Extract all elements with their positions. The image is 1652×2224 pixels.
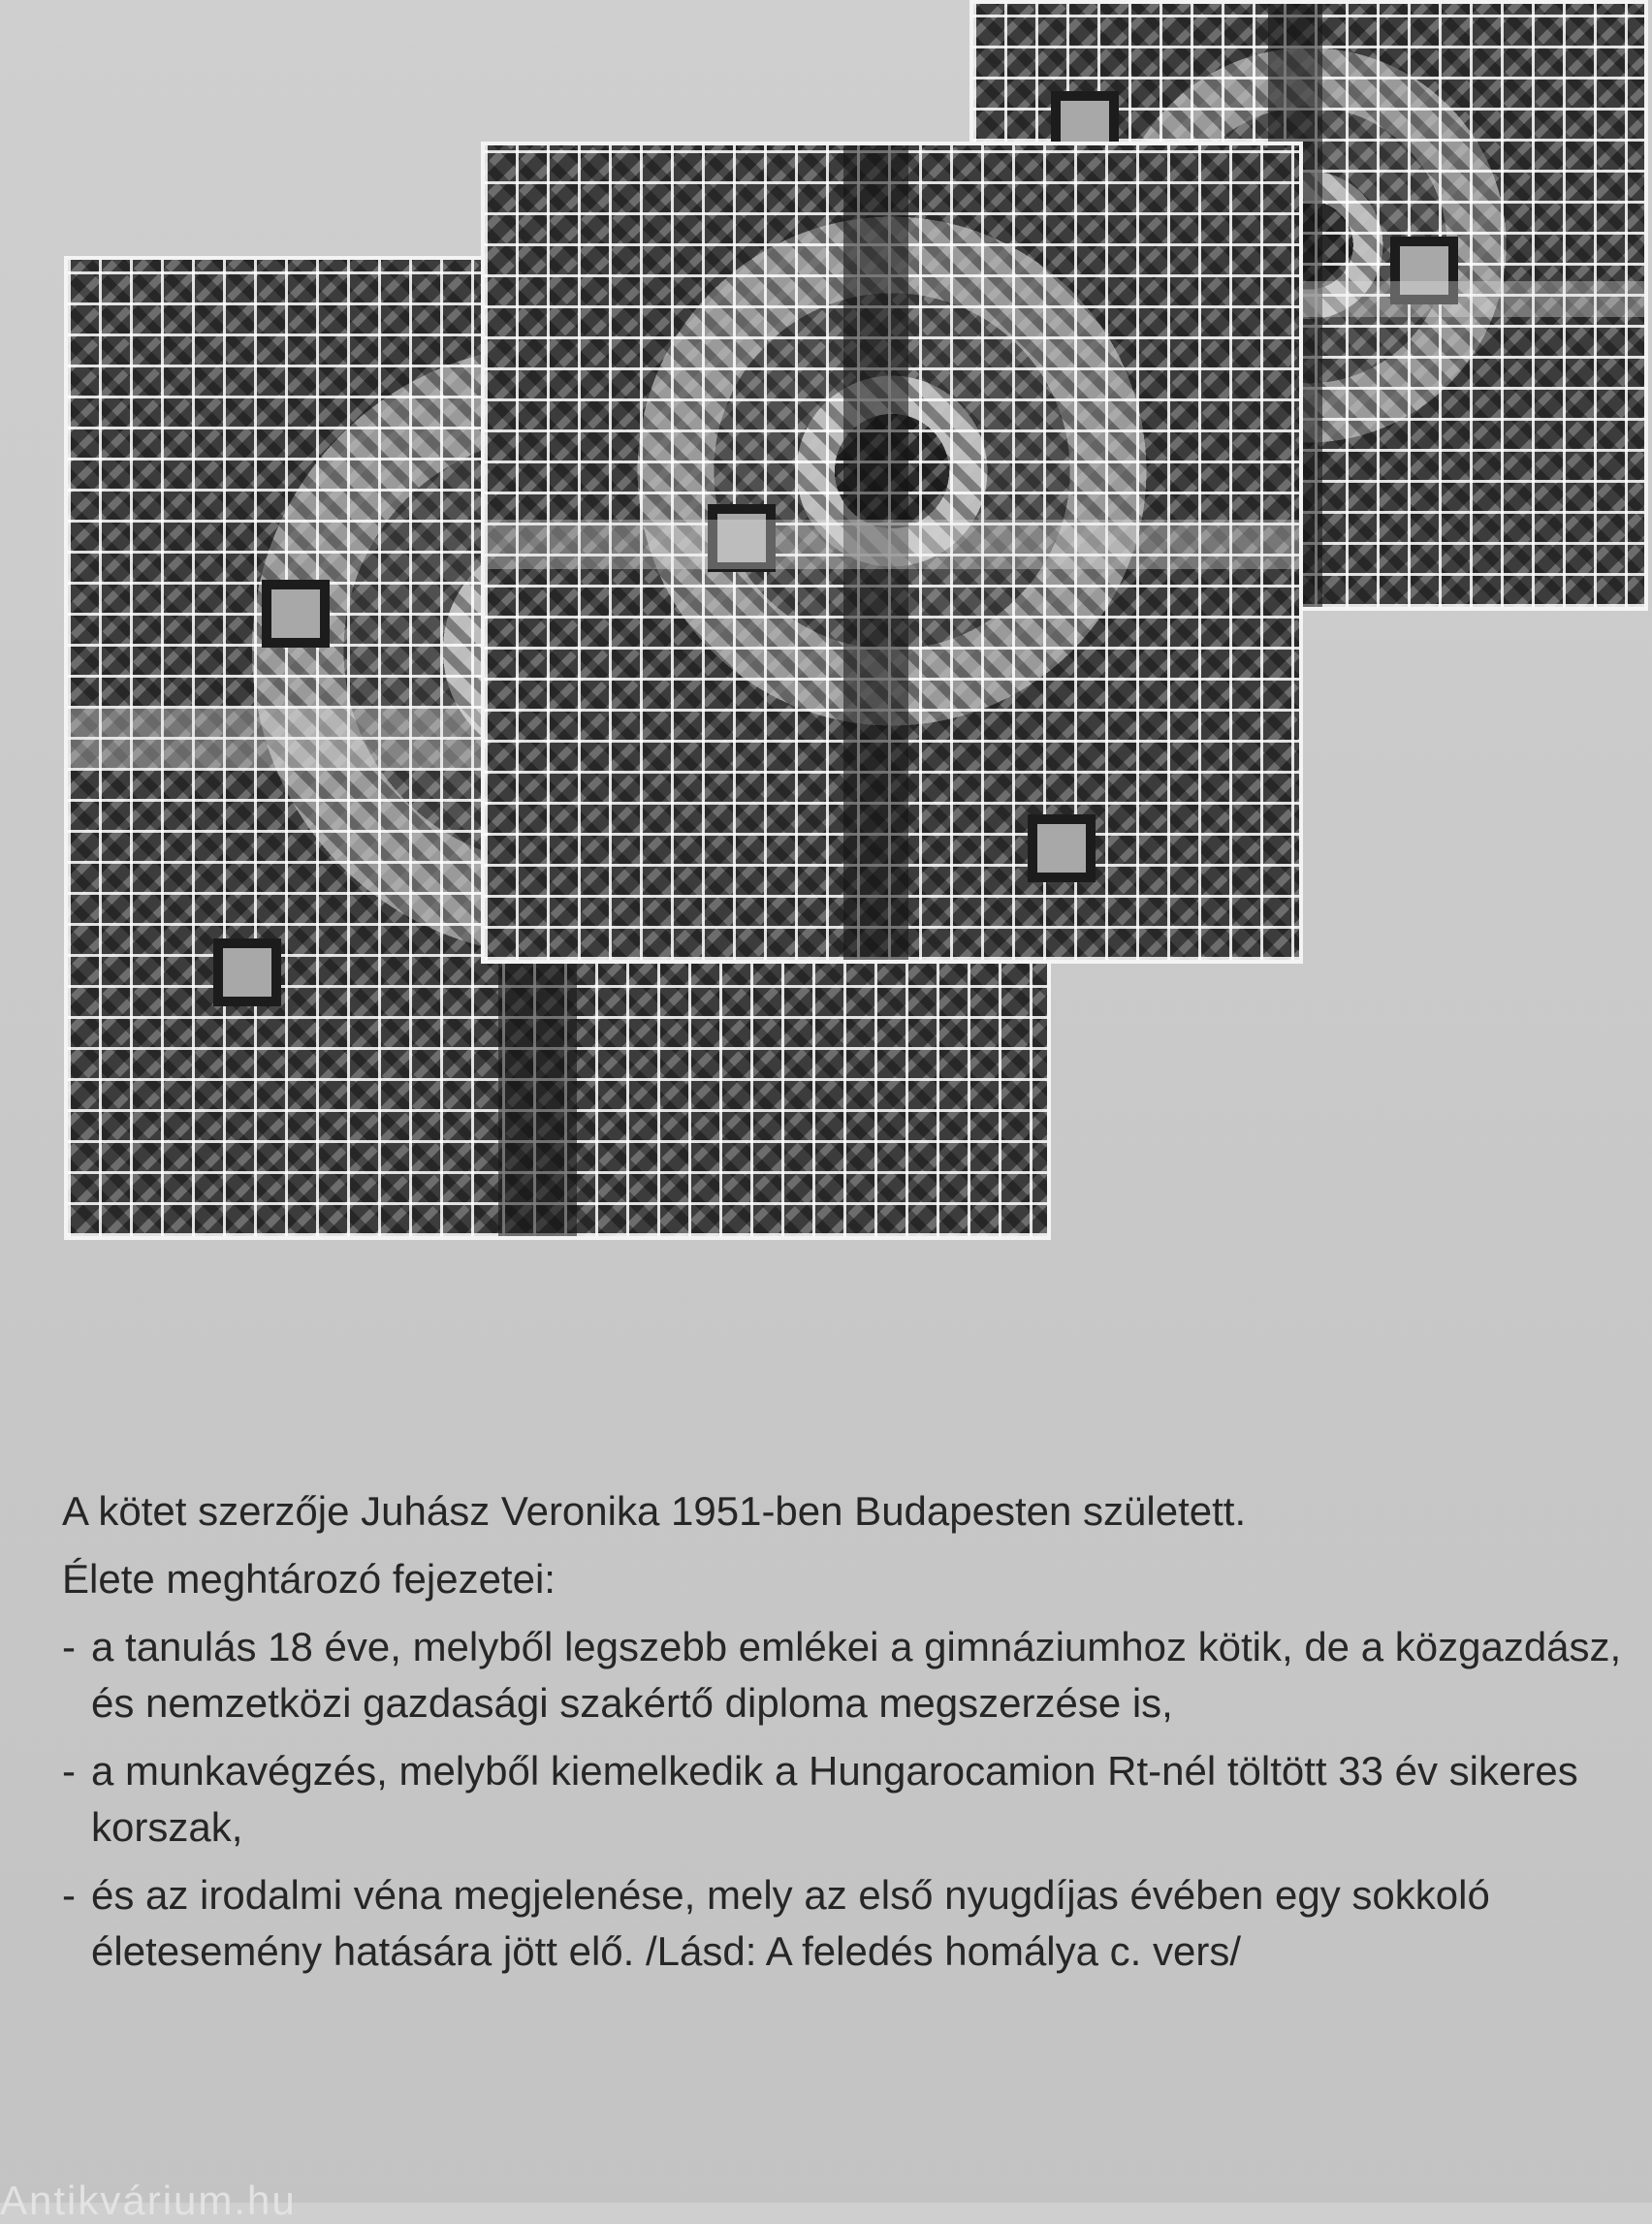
list-dash: -	[62, 1624, 76, 1669]
bio-item-text: és az irodalmi véna megjelenése, mely az első nyugdíjas évében egy sokkoló életesemény hatására jött elő. /Lásd: A feledés homálya c. vers/	[91, 1872, 1490, 1974]
bio-item-text: a munkavégzés, melyből kiemelkedik a Hungarocamion Rt-nél töltött 33 év sikeres korszak,	[91, 1748, 1578, 1850]
bio-intro: A kötet szerzője Juhász Veronika 1951-ben Budapesten született.	[62, 1488, 1247, 1534]
bio-subheading: Élete meghtározó fejezetei:	[62, 1556, 556, 1602]
bio-item	[62, 1619, 1652, 1732]
bio-item	[62, 1867, 1652, 1980]
bio-item-text: a tanulás 18 éve, melyből legszebb emlékei a gimnáziumhoz kötik, de a közgazdász, és nemzetközi gazdasági szakértő diploma megszerzése is,	[91, 1624, 1622, 1726]
author-bio	[62, 1483, 1652, 1991]
watermark: Antikvárium.hu	[0, 2177, 297, 2223]
list-dash: -	[62, 1748, 76, 1794]
artwork-tile-center	[481, 142, 1303, 964]
list-dash: -	[62, 1872, 76, 1918]
bio-item	[62, 1743, 1652, 1856]
